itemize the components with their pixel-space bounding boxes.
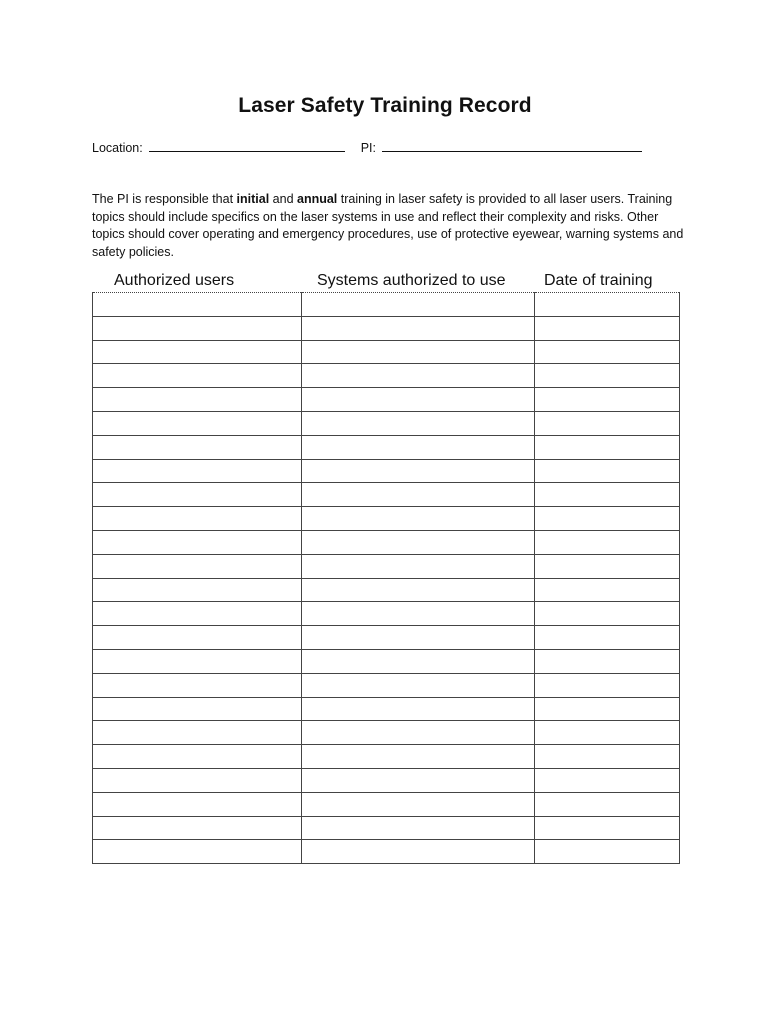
table-row bbox=[93, 554, 680, 578]
training-date-cell[interactable] bbox=[535, 673, 680, 697]
authorized-user-cell[interactable] bbox=[93, 792, 302, 816]
training-date-cell[interactable] bbox=[535, 792, 680, 816]
system-cell[interactable] bbox=[302, 530, 535, 554]
table-row bbox=[93, 364, 680, 388]
table-row bbox=[93, 626, 680, 650]
authorized-user-cell[interactable] bbox=[93, 340, 302, 364]
training-date-cell[interactable] bbox=[535, 649, 680, 673]
column-header-authorized-users: Authorized users bbox=[114, 272, 235, 289]
system-cell[interactable] bbox=[302, 768, 535, 792]
authorized-user-cell[interactable] bbox=[93, 388, 302, 412]
table-row bbox=[93, 388, 680, 412]
authorized-user-cell[interactable] bbox=[93, 554, 302, 578]
system-cell[interactable] bbox=[302, 459, 535, 483]
training-date-cell[interactable] bbox=[535, 316, 680, 340]
training-date-cell[interactable] bbox=[535, 459, 680, 483]
system-cell[interactable] bbox=[302, 483, 535, 507]
authorized-user-cell[interactable] bbox=[93, 816, 302, 840]
table-row bbox=[93, 792, 680, 816]
instructions-paragraph bbox=[92, 191, 688, 261]
table-row bbox=[93, 411, 680, 435]
authorized-user-cell[interactable] bbox=[93, 673, 302, 697]
table-row bbox=[93, 673, 680, 697]
system-cell[interactable] bbox=[302, 721, 535, 745]
instructions-text-1: The PI is responsible that bbox=[92, 192, 237, 206]
training-date-cell[interactable] bbox=[535, 626, 680, 650]
training-date-cell[interactable] bbox=[535, 840, 680, 864]
table-row bbox=[93, 435, 680, 459]
authorized-user-cell[interactable] bbox=[93, 697, 302, 721]
system-cell[interactable] bbox=[302, 673, 535, 697]
table-row bbox=[93, 745, 680, 769]
training-record-table bbox=[92, 292, 680, 864]
system-cell[interactable] bbox=[302, 578, 535, 602]
instructions-text-2: and bbox=[269, 192, 297, 206]
table-row bbox=[93, 530, 680, 554]
system-cell[interactable] bbox=[302, 816, 535, 840]
training-date-cell[interactable] bbox=[535, 507, 680, 531]
location-label: Location: bbox=[92, 141, 143, 155]
system-cell[interactable] bbox=[302, 792, 535, 816]
authorized-user-cell[interactable] bbox=[93, 459, 302, 483]
authorized-user-cell[interactable] bbox=[93, 483, 302, 507]
instructions-bold-annual: annual bbox=[297, 192, 338, 206]
training-date-cell[interactable] bbox=[535, 435, 680, 459]
authorized-user-cell[interactable] bbox=[93, 316, 302, 340]
training-date-cell[interactable] bbox=[535, 388, 680, 412]
instructions-bold-initial: initial bbox=[236, 192, 270, 206]
training-date-cell[interactable] bbox=[535, 364, 680, 388]
system-cell[interactable] bbox=[302, 697, 535, 721]
system-cell[interactable] bbox=[302, 411, 535, 435]
training-date-cell[interactable] bbox=[535, 554, 680, 578]
training-date-cell[interactable] bbox=[535, 411, 680, 435]
system-cell[interactable] bbox=[302, 507, 535, 531]
page-title: Laser Safety Training Record bbox=[238, 94, 532, 117]
authorized-user-cell[interactable] bbox=[93, 840, 302, 864]
system-cell[interactable] bbox=[302, 649, 535, 673]
table-row bbox=[93, 340, 680, 364]
header-fields bbox=[92, 139, 642, 155]
table-row bbox=[93, 602, 680, 626]
system-cell[interactable] bbox=[302, 840, 535, 864]
table-row bbox=[93, 507, 680, 531]
training-date-cell[interactable] bbox=[535, 697, 680, 721]
authorized-user-cell[interactable] bbox=[93, 602, 302, 626]
training-date-cell[interactable] bbox=[535, 745, 680, 769]
column-header-systems: Systems authorized to use bbox=[317, 272, 506, 289]
authorized-user-cell[interactable] bbox=[93, 530, 302, 554]
authorized-user-cell[interactable] bbox=[93, 578, 302, 602]
training-date-cell[interactable] bbox=[535, 293, 680, 317]
training-date-cell[interactable] bbox=[535, 721, 680, 745]
authorized-user-cell[interactable] bbox=[93, 293, 302, 317]
system-cell[interactable] bbox=[302, 364, 535, 388]
training-date-cell[interactable] bbox=[535, 768, 680, 792]
system-cell[interactable] bbox=[302, 435, 535, 459]
authorized-user-cell[interactable] bbox=[93, 768, 302, 792]
table-row bbox=[93, 459, 680, 483]
table-row bbox=[93, 649, 680, 673]
table-row bbox=[93, 483, 680, 507]
table-row bbox=[93, 816, 680, 840]
training-date-cell[interactable] bbox=[535, 340, 680, 364]
authorized-user-cell[interactable] bbox=[93, 411, 302, 435]
system-cell[interactable] bbox=[302, 316, 535, 340]
training-date-cell[interactable] bbox=[535, 602, 680, 626]
table-row bbox=[93, 293, 680, 317]
column-header-date: Date of training bbox=[544, 272, 653, 289]
pi-field[interactable] bbox=[382, 139, 642, 152]
authorized-user-cell[interactable] bbox=[93, 721, 302, 745]
system-cell[interactable] bbox=[302, 293, 535, 317]
authorized-user-cell[interactable] bbox=[93, 435, 302, 459]
system-cell[interactable] bbox=[302, 554, 535, 578]
table-row bbox=[93, 578, 680, 602]
table-row bbox=[93, 721, 680, 745]
authorized-user-cell[interactable] bbox=[93, 364, 302, 388]
table-row bbox=[93, 316, 680, 340]
table-row bbox=[93, 697, 680, 721]
instructions-text-3: training in laser safety is provided to all laser users. Training topics should include specifics on the laser systems in use and reflect their complexity and risks. Other topics should cover operating and emergency procedures, use of protective eyewear, warning systems and safety policies. bbox=[92, 192, 684, 259]
table-headers bbox=[92, 272, 680, 292]
authorized-user-cell[interactable] bbox=[93, 507, 302, 531]
system-cell[interactable] bbox=[302, 388, 535, 412]
system-cell[interactable] bbox=[302, 745, 535, 769]
authorized-user-cell[interactable] bbox=[93, 649, 302, 673]
system-cell[interactable] bbox=[302, 602, 535, 626]
authorized-user-cell[interactable] bbox=[93, 745, 302, 769]
training-date-cell[interactable] bbox=[535, 483, 680, 507]
table-row bbox=[93, 840, 680, 864]
location-field[interactable] bbox=[149, 139, 345, 152]
authorized-user-cell[interactable] bbox=[93, 626, 302, 650]
pi-label: PI: bbox=[360, 141, 376, 155]
system-cell[interactable] bbox=[302, 626, 535, 650]
table-row bbox=[93, 768, 680, 792]
system-cell[interactable] bbox=[302, 340, 535, 364]
training-date-cell[interactable] bbox=[535, 816, 680, 840]
training-date-cell[interactable] bbox=[535, 530, 680, 554]
training-date-cell[interactable] bbox=[535, 578, 680, 602]
